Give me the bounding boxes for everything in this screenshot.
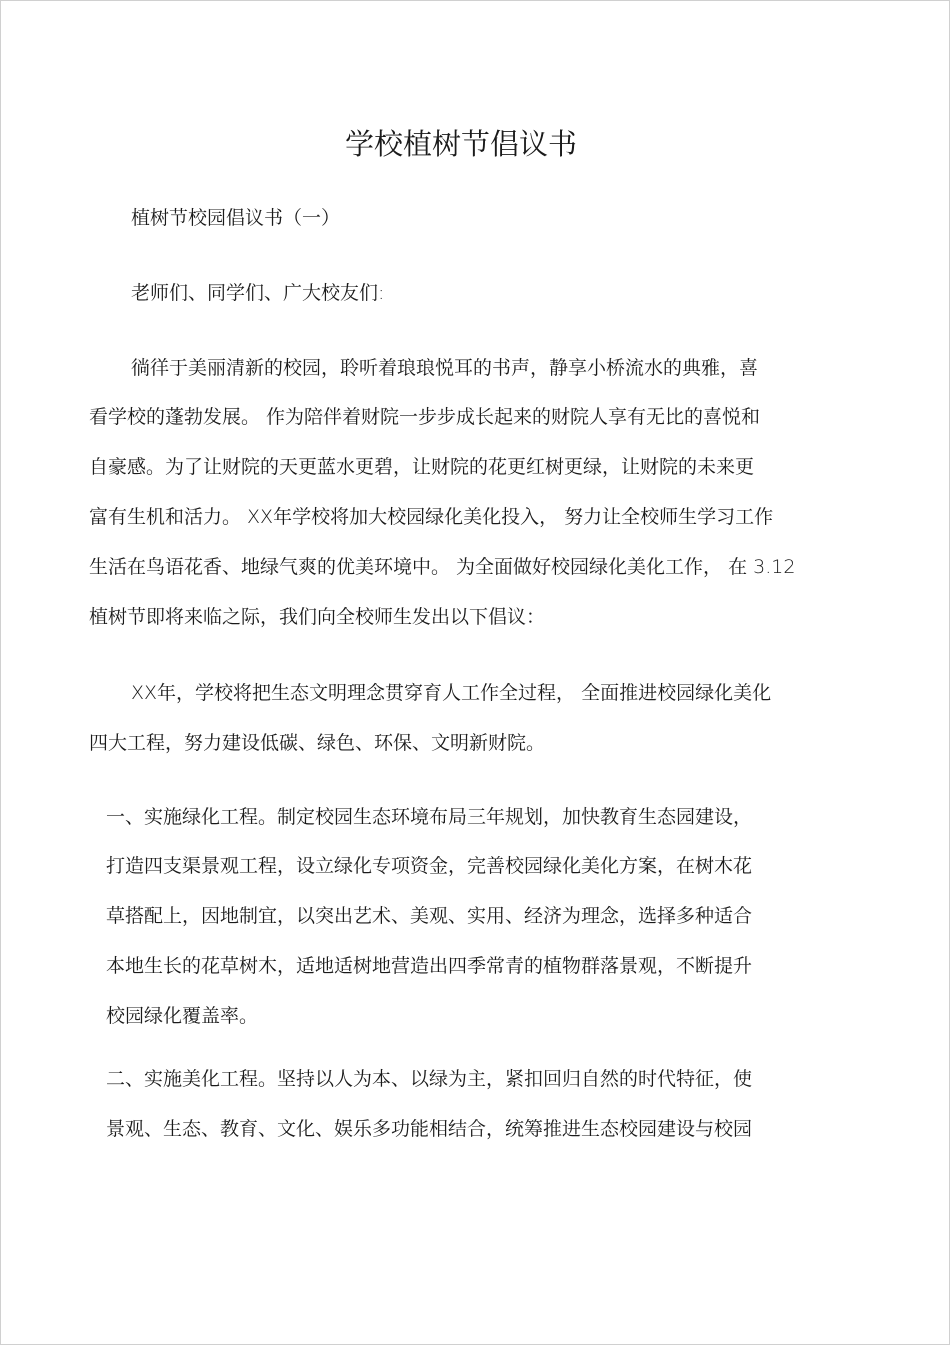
paragraph-line: 看学校的蓬勃发展。 作为陪伴着财院一步步成长起来的财院人享有无比的喜悦和 xyxy=(89,406,761,428)
paragraph-line: 生活在鸟语花香、地绿气爽的优美环境中。 为全面做好校园绿化美化工作， 在 3.12 xyxy=(89,556,796,578)
document-subtitle: 植树节校园倡议书（一） xyxy=(131,207,341,229)
list-item-line: 打造四支渠景观工程，设立绿化专项资金，完善校园绿化美化方案，在树木花 xyxy=(106,855,753,877)
paragraph-line: 植树节即将来临之际，我们向全校师生发出以下倡议： xyxy=(89,606,546,628)
paragraph-line: 自豪感。为了让财院的天更蓝水更碧，让财院的花更红树更绿，让财院的未来更 xyxy=(89,456,755,478)
list-item-line: 校园绿化覆盖率。 xyxy=(106,1005,259,1027)
salutation: 老师们、同学们、广大校友们: xyxy=(131,282,385,304)
paragraph-line: XX年，学校将把生态文明理念贯穿育人工作全过程， 全面推进校园绿化美化 xyxy=(131,682,772,704)
list-item-line: 草搭配上，因地制宜，以突出艺术、美观、实用、经济为理念，选择多种适合 xyxy=(106,905,753,927)
list-item-line: 景观、生态、教育、文化、娱乐多功能相结合，统筹推进生态校园建设与校园 xyxy=(106,1118,753,1140)
document-title: 学校植树节倡议书 xyxy=(344,127,577,161)
paragraph-line: 徜徉于美丽清新的校园，聆听着琅琅悦耳的书声，静享小桥流水的典雅，喜 xyxy=(131,357,759,379)
paragraph-line: 富有生机和活力。 XX年学校将加大校园绿化美化投入， 努力让全校师生学习工作 xyxy=(89,506,774,528)
list-item-line: 本地生长的花草树木，适地适树地营造出四季常青的植物群落景观，不断提升 xyxy=(106,955,753,977)
paragraph-line: 四大工程，努力建设低碳、绿色、环保、文明新财院。 xyxy=(89,732,546,754)
list-item-line: 一、实施绿化工程。制定校园生态环境布局三年规划，加快教育生态园建设， xyxy=(106,806,753,828)
list-item-line: 二、实施美化工程。坚持以人为本、以绿为主，紧扣回归自然的时代特征，使 xyxy=(106,1068,753,1090)
